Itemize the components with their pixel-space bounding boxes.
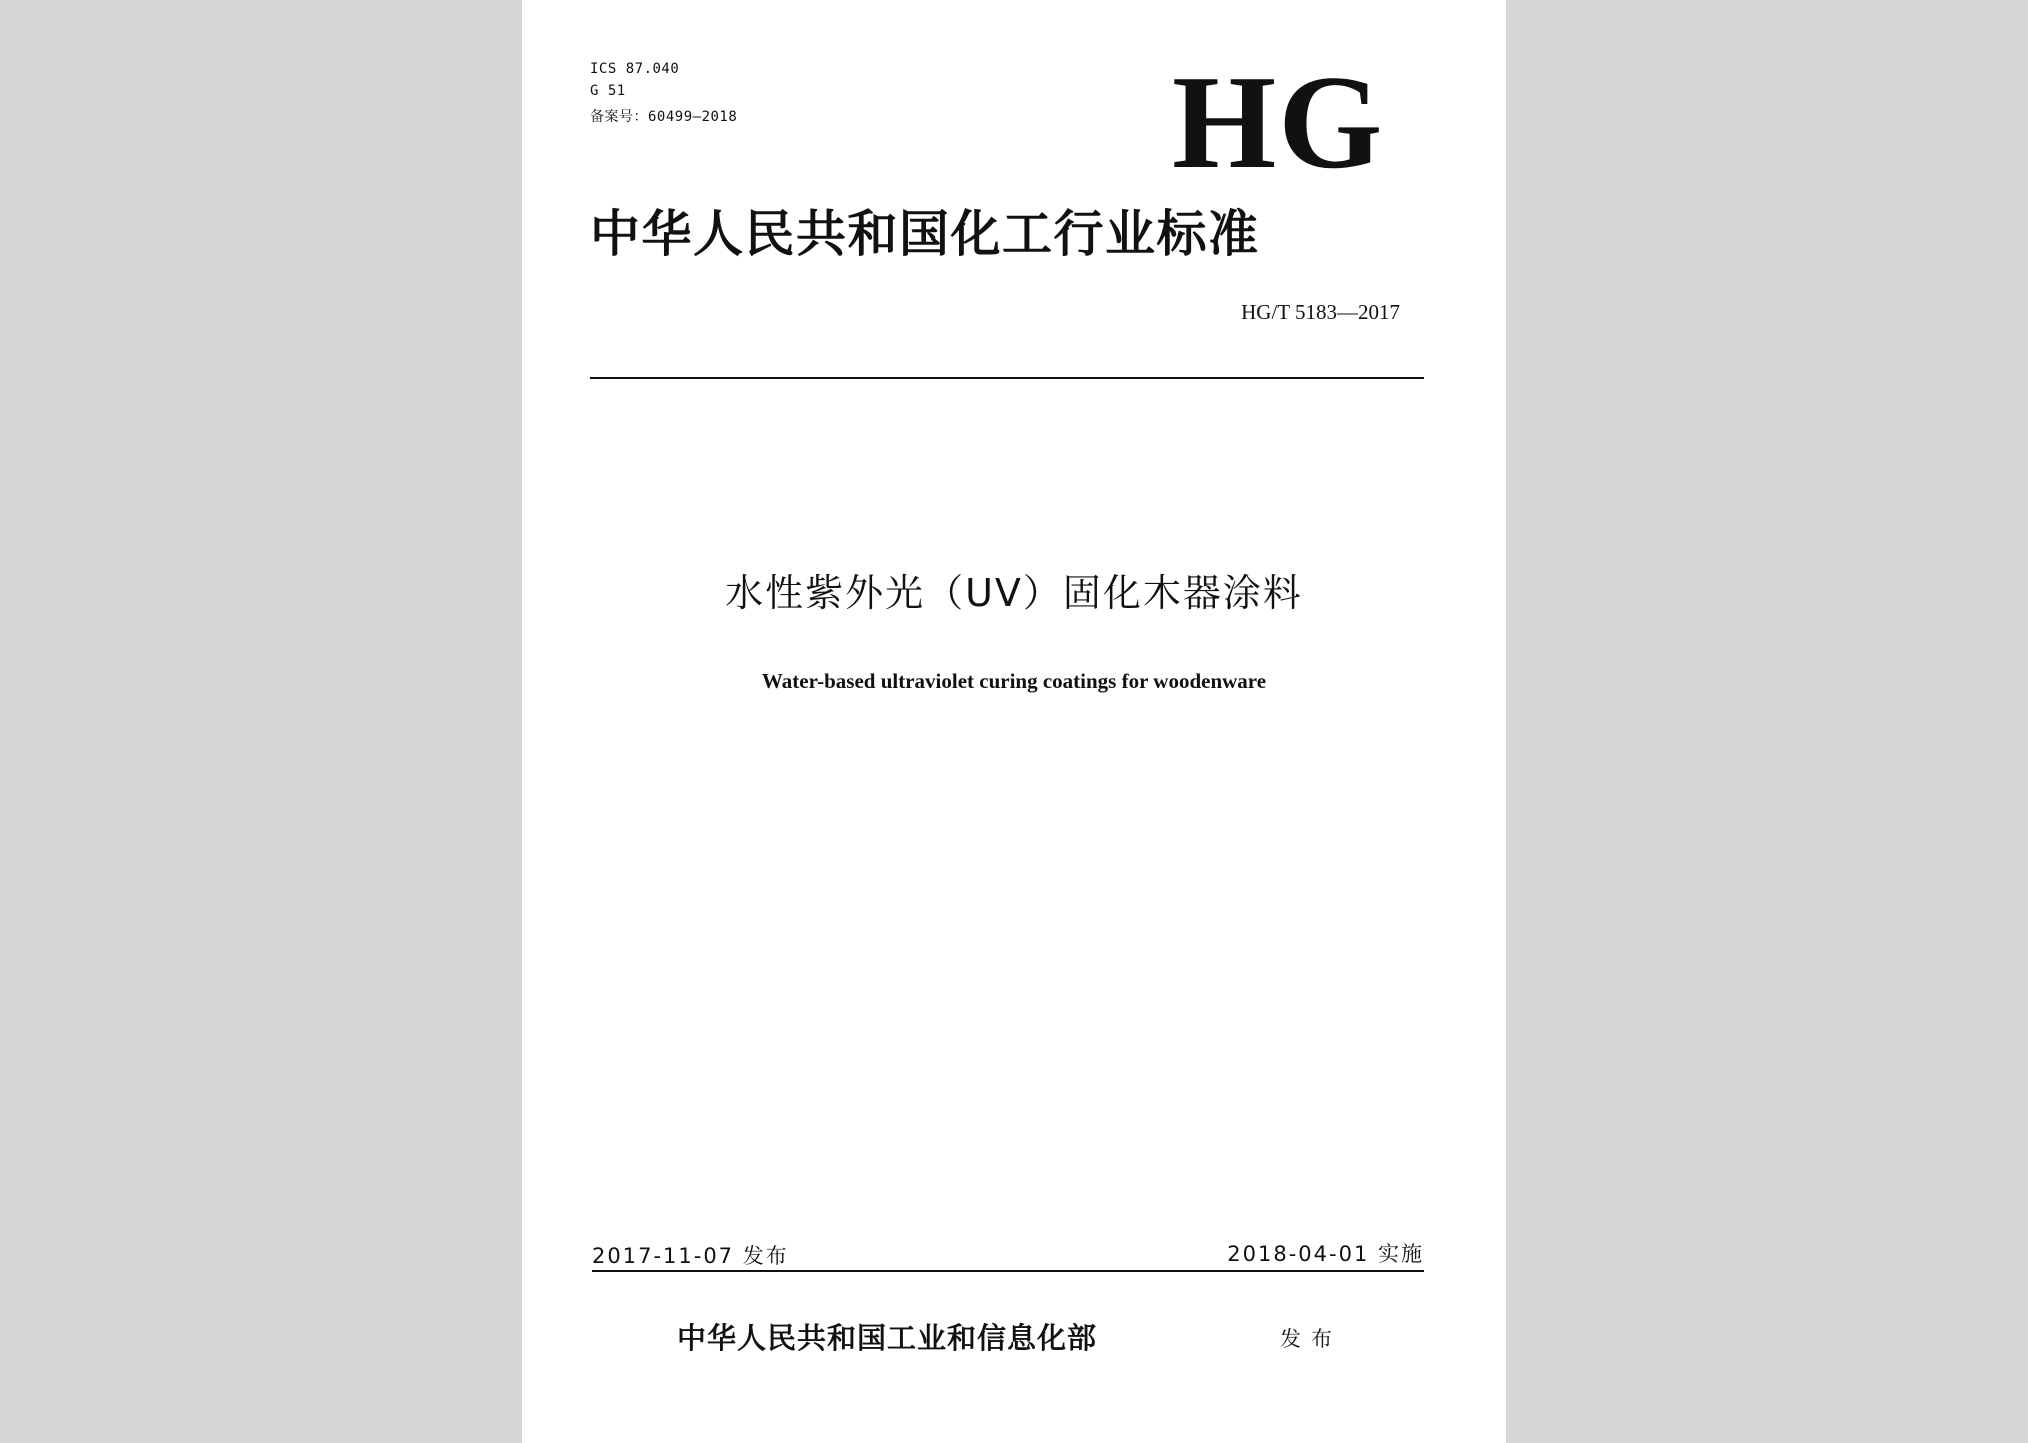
ics-code: ICS 87.040 [590,61,680,77]
publish-label: 发布 [1280,1327,1342,1351]
hg-logo: HG [1172,48,1385,196]
document-title-chinese: 水性紫外光（UV）固化木器涂料 [725,571,1303,615]
standard-category-title: 中华人民共和国化工行业标准 [590,205,1260,263]
document-title-english: Water-based ultraviolet curing coatings for woodenware [761,669,1267,693]
document-page [522,0,1506,1443]
classification-code: G 51 [590,83,626,99]
footer-divider [592,1270,1424,1272]
effective-date: 2018-04-01 实施 [1227,1242,1424,1266]
publisher-name: 中华人民共和国工业和信息化部 [677,1321,1098,1355]
issue-date: 2017-11-07 发布 [592,1244,789,1268]
header-divider [590,377,1424,379]
record-number: 备案号：60499—2018 [590,109,738,125]
standard-number: HG/T 5183—2017 [1241,300,1400,324]
